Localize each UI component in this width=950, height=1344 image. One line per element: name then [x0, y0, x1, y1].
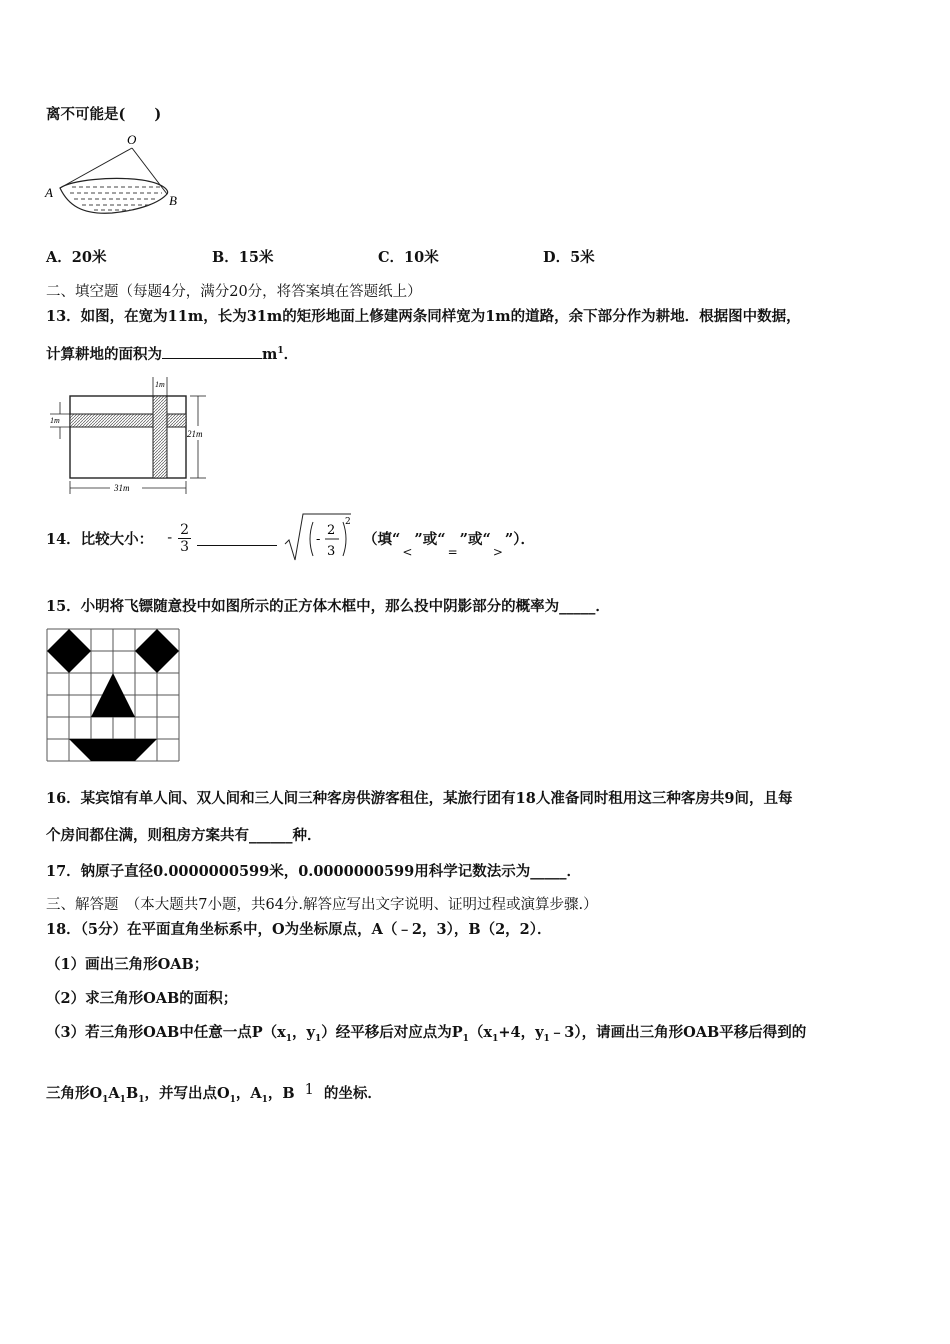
- q16-line1: 16．某宾馆有单人间、双人间和三人间三种客房供游客租住，某旅行团有18人准备同时租用这三种客房共9间，且每: [46, 790, 793, 807]
- q14-line: 14．比较大小： - $\frac{2}{3}$ - 2 3 2 （填“ < ”或“ = ”或“ > ”）．: [46, 512, 535, 564]
- option-d: D．5米: [543, 249, 595, 266]
- q16-line2: 个房间都住满，则租房方案共有______种．: [46, 827, 322, 844]
- dart-grid-figure: [46, 628, 180, 762]
- q13-line2: 计算耕地的面积为 $m^1$．: [46, 346, 299, 363]
- fraction: $\frac{2}{3}$: [180, 521, 190, 555]
- right-diamond: [135, 629, 179, 673]
- field-rect: [70, 396, 186, 478]
- bottom-label: 31m: [114, 483, 130, 493]
- label-o: O: [127, 132, 137, 147]
- top-label: 1m: [155, 380, 165, 389]
- lake-figure: [42, 130, 192, 220]
- option-c: C．10米: [378, 249, 439, 266]
- q18-intro: 18．（5分）在平面直角坐标系中，O为坐标原点，A（﹣2，3），B（2，2）．: [46, 921, 552, 938]
- q18-part2: （2）求三角形OAB的面积；: [46, 990, 238, 1007]
- option-a: A．20米: [46, 249, 107, 266]
- q12-text: 离不可能是( ): [46, 106, 162, 123]
- q13-line1: 13．如图，在宽为11m，长为31m的矩形地面上修建两条同样宽为1m的道路，余下部分作为耕地．根据图中数据，: [46, 308, 801, 325]
- svg-text:2: 2: [345, 517, 351, 527]
- q18-part3: （3）若三角形OAB中任意一点$P(x_1$，$y_1$）经平移后对应点为$P_1(x_1+4$，$y_1﹣3$），请画出三角形OAB平移后得到的: [46, 1024, 807, 1044]
- q17-text: 17．钠原子直径0.0000000599米，0.0000000599用科学记数法示为_____．: [46, 863, 581, 880]
- svg-text:3: 3: [327, 544, 336, 559]
- q18-part1: （1）画出三角形OAB；: [46, 956, 209, 973]
- sqrt-expression: [283, 512, 355, 564]
- svg-text:-: -: [316, 532, 321, 547]
- section2-heading: 二、填空题（每题4分，满分20分，将答案填在答题纸上）: [46, 284, 422, 300]
- label-a: A: [45, 185, 53, 200]
- q18-part3-cont: 三角形$O_1A_1B_1$，并写出点$O_1$，$A_1$，B 1 的坐标．: [46, 1082, 382, 1105]
- q15-text: 15．小明将飞镖随意投中如图所示的正方体木框中，那么投中阴影部分的概率为_____．: [46, 598, 610, 615]
- mouth-trapezoid: [69, 739, 157, 761]
- section3-heading: 三、解答题 （本大题共7小题，共64分.解答应写出文字说明、证明过程或演算步骤.）: [46, 897, 598, 913]
- svg-text:2: 2: [327, 523, 336, 538]
- lake-shape: [60, 178, 168, 213]
- right-label: 21m: [187, 429, 203, 439]
- field-figure: [44, 372, 224, 497]
- left-diamond: [47, 629, 91, 673]
- horizontal-road: [70, 414, 186, 427]
- left-label: 1m: [50, 416, 60, 425]
- option-b: B．15米: [212, 249, 274, 266]
- label-b: B: [169, 193, 177, 208]
- vertical-road: [153, 396, 167, 478]
